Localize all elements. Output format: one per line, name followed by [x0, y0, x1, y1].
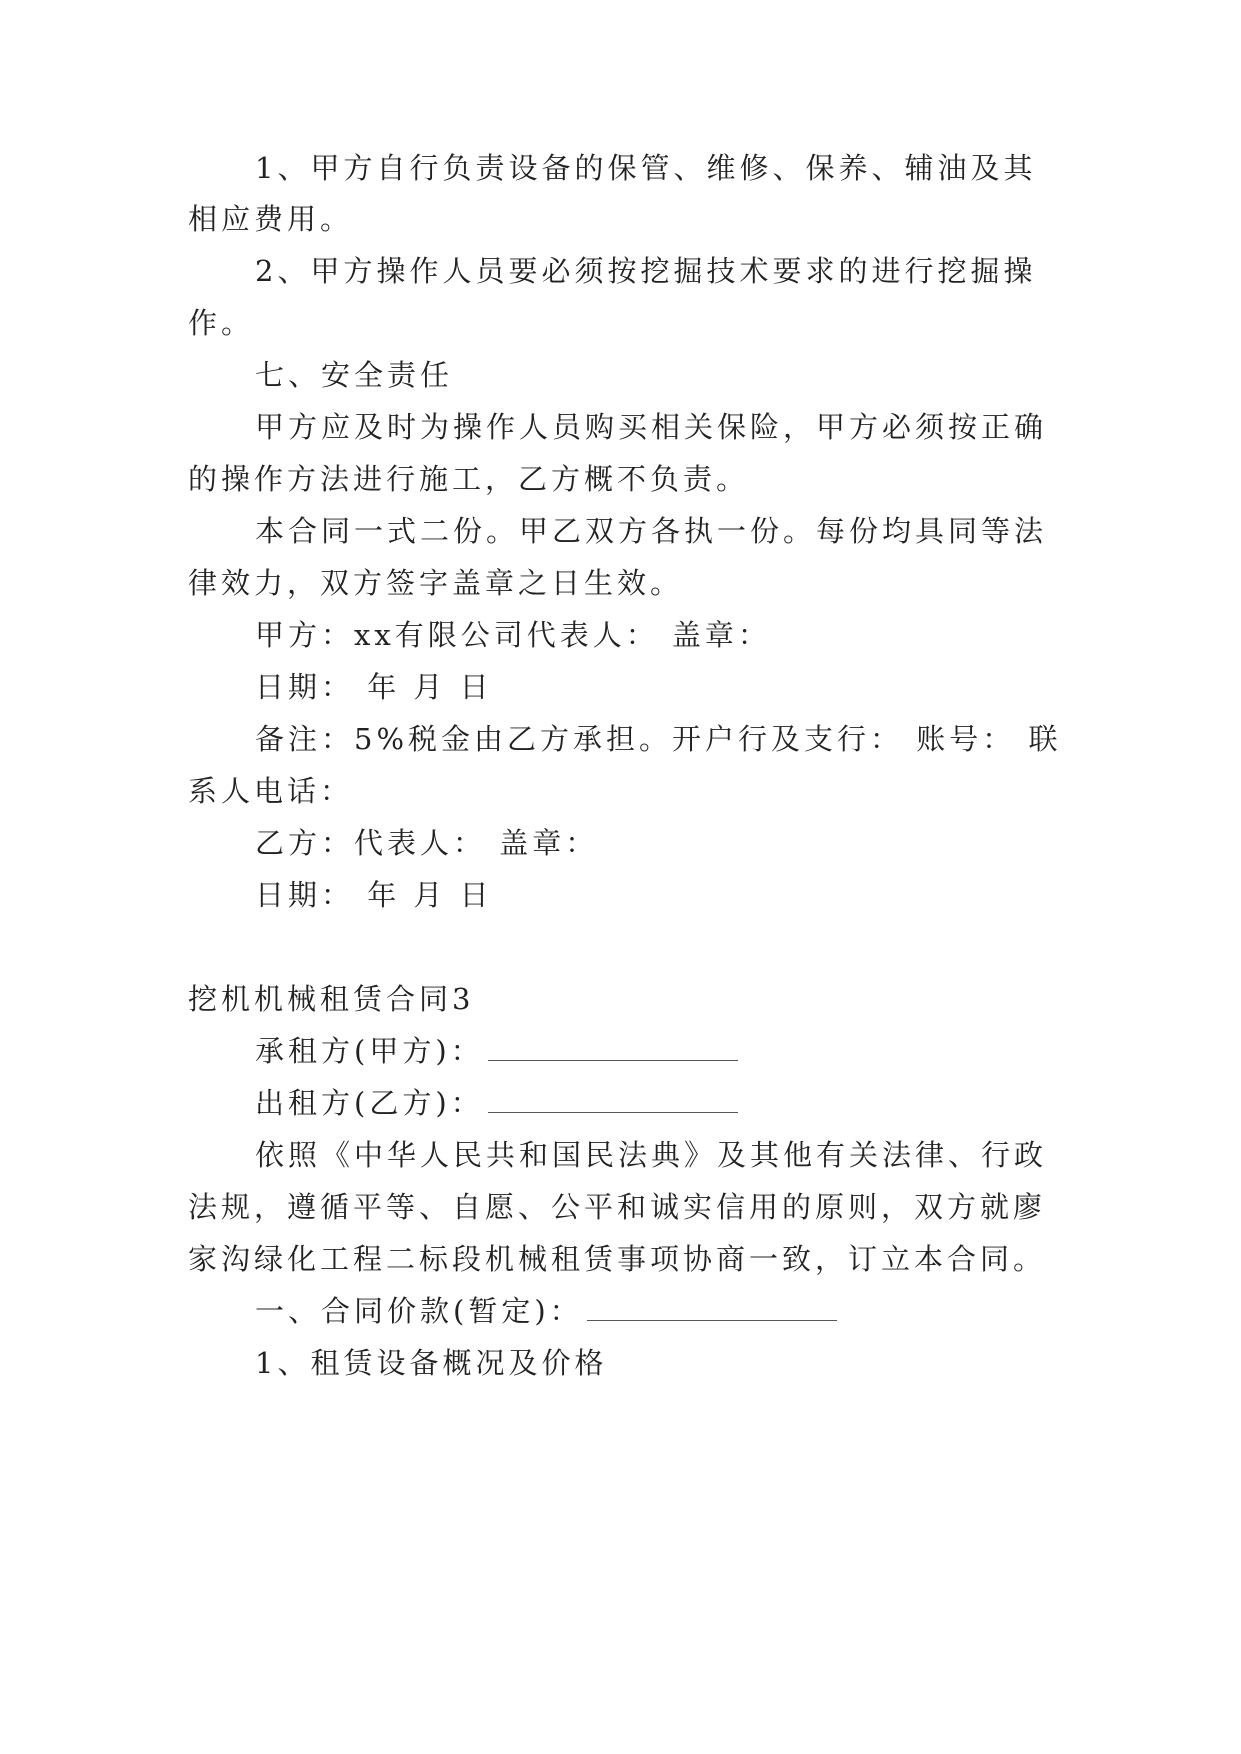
lessee-blank — [488, 1030, 738, 1061]
text-line: 相应费用。 — [188, 202, 354, 236]
remark-line: 备注：5%税金由乙方承担。开户行及支行： 账号： 联 — [255, 722, 1062, 756]
text-line: 作。 — [188, 306, 255, 340]
text-line: 律效力，双方签字盖章之日生效。 — [188, 566, 684, 600]
text-line: 1、租赁设备概况及价格 — [255, 1346, 608, 1380]
text-line: 甲方应及时为操作人员购买相关保险，甲方必须按正确 — [255, 410, 1048, 444]
text-line: 依照《中华人民共和国民法典》及其他有关法律、行政 — [255, 1138, 1048, 1172]
text-line: 的操作方法进行施工，乙方概不负责。 — [188, 462, 750, 496]
text-line: 家沟绿化工程二标段机械租赁事项协商一致，订立本合同。 — [188, 1242, 1047, 1276]
price-blank — [587, 1290, 837, 1321]
text-line: 本合同一式二份。甲乙双方各执一份。每份均具同等法 — [255, 514, 1048, 548]
lessor-blank — [488, 1082, 738, 1113]
date-line: 日期： 年 月 日 — [255, 878, 493, 912]
price-label: 一、合同价款(暂定)： — [255, 1294, 583, 1328]
party-b-signature-line: 乙方：代表人： 盖章： — [255, 826, 599, 860]
text-line: 1、甲方自行负责设备的保管、维修、保养、辅油及其 — [255, 151, 1037, 185]
lessor-label: 出租方(乙方)： — [255, 1086, 484, 1120]
text-line: 法规，遵循平等、自愿、公平和诚实信用的原则，双方就廖 — [188, 1190, 1047, 1224]
date-line: 日期： 年 月 日 — [255, 670, 493, 704]
contract-title: 挖机机械租赁合同3 — [188, 982, 475, 1016]
lessee-line — [255, 1029, 1135, 1073]
party-a-signature-line: 甲方：xx有限公司代表人： 盖章： — [255, 618, 771, 652]
lessor-line — [255, 1081, 1135, 1125]
text-line: 2、甲方操作人员要必须按挖掘技术要求的进行挖掘操 — [255, 254, 1037, 288]
lessee-label: 承租方(甲方)： — [255, 1034, 484, 1068]
text-line: 系人电话： — [188, 774, 354, 808]
price-line — [255, 1289, 1135, 1333]
section-heading: 七、安全责任 — [255, 358, 454, 392]
